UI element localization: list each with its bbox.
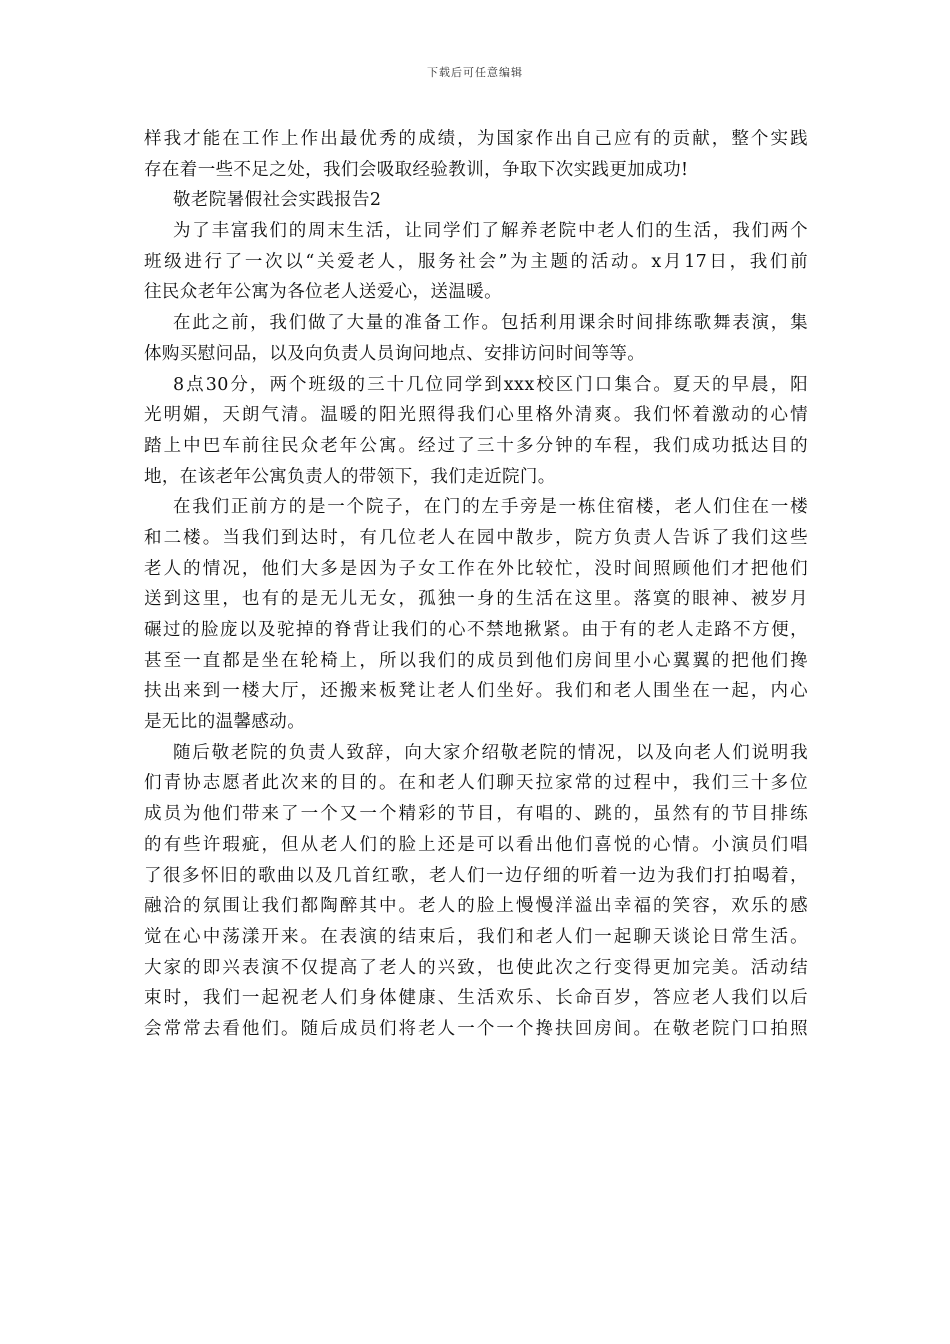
text-line: 扶出来到一楼大厅，还搬来板凳让老人们坐好。我们和老人围坐在一起，内心 [144,681,808,702]
text-line: 大家的即兴表演不仅提高了老人的兴致，也使此次之行变得更加完美。活动结 [144,957,808,978]
text-line: 的有些许瑕疵，但从老人们的脸上还是可以看出他们喜悦的心情。小演员们唱 [144,834,808,855]
text-line: 在此之前，我们做了大量的准备工作。包括利用课余时间排练歌舞表演，集 [173,313,808,334]
text-line: 体购买慰问品，以及向负责人员询问地点、安排访问时间等等。 [144,343,646,364]
text-line: 和二楼。当我们到达时，有几位老人在园中散步，院方负责人告诉了我们这些 [144,527,808,548]
text-line: 了很多怀旧的歌曲以及几首红歌，老人们一边仔细的听着一边为我们打拍喝着， [144,865,808,886]
text-line: 样我才能在工作上作出最优秀的成绩，为国家作出自己应有的贡献，整个实践 [144,129,808,149]
text-line: 融洽的氛围让我们都陶醉其中。老人的脸上慢慢洋溢出幸福的笑容，欢乐的感 [144,896,808,917]
text-line: 觉在心中荡漾开来。在表演的结束后，我们和老人们一起聊天谈论日常生活。 [144,926,808,947]
text-line: 们青协志愿者此次来的目的。在和老人们聊天拉家常的过程中，我们三十多位 [144,773,808,794]
text-line: 地，在该老年公寓负责人的带领下，我们走近院门。 [144,466,556,487]
section-heading: 敬老院暑假社会实践报告2 [173,190,382,211]
text-line: 成员为他们带来了一个又一个精彩的节目，有唱的、跳的，虽然有的节目排练 [144,804,808,825]
text-line: 存在着一些不足之处，我们会吸取经验教训，争取下次实践更加成功! [144,159,689,180]
text-line: 光明媚，天朗气清。温暖的阳光照得我们心里格外清爽。我们怀着激动的心情 [144,405,808,426]
text-line: 是无比的温馨感动。 [144,712,306,733]
text-line: 老人的情况，他们大多是因为子女工作在外比较忙，没时间照顾他们才把他们 [144,558,808,579]
text-line: 为了丰富我们的周末生活，让同学们了解养老院中老人们的生活，我们两个 [173,221,808,242]
text-line: 会常常去看他们。随后成员们将老人一个一个搀扶回房间。在敬老院门口拍照 [144,1018,808,1039]
text-line: 碾过的脸庞以及驼掉的脊背让我们的心不禁地揪紧。由于有的老人走路不方便， [144,620,808,640]
text-line: 往民众老年公寓为各位老人送爱心，送温暖。 [144,282,502,303]
text-line: 束时，我们一起祝老人们身体健康、生活欢乐、长命百岁，答应老人我们以后 [144,988,808,1009]
document-body [144,124,808,1045]
text-line: 随后敬老院的负责人致辞，向大家介绍敬老院的情况，以及向老人们说明我 [173,742,808,763]
text-line: 8点30分，两个班级的三十几位同学到xxx校区门口集合。夏天的早晨，阳 [173,374,808,395]
text-line: 在我们正前方的是一个院子，在门的左手旁是一栋住宿楼，老人们住在一楼 [173,497,808,518]
page-header: 下载后可任意编辑 [427,66,523,79]
text-line: 班级进行了一次以“关爱老人，服务社会”为主题的活动。x月17日，我们前 [144,251,808,272]
text-line: 踏上中巴车前往民众老年公寓。经过了三十多分钟的车程，我们成功抵达目的 [144,435,808,456]
text-line: 送到这里，也有的是无儿无女，孤独一身的生活在这里。落寞的眼神、被岁月 [144,589,808,610]
text-line: 甚至一直都是坐在轮椅上，所以我们的成员到他们房间里小心翼翼的把他们搀 [144,650,808,671]
